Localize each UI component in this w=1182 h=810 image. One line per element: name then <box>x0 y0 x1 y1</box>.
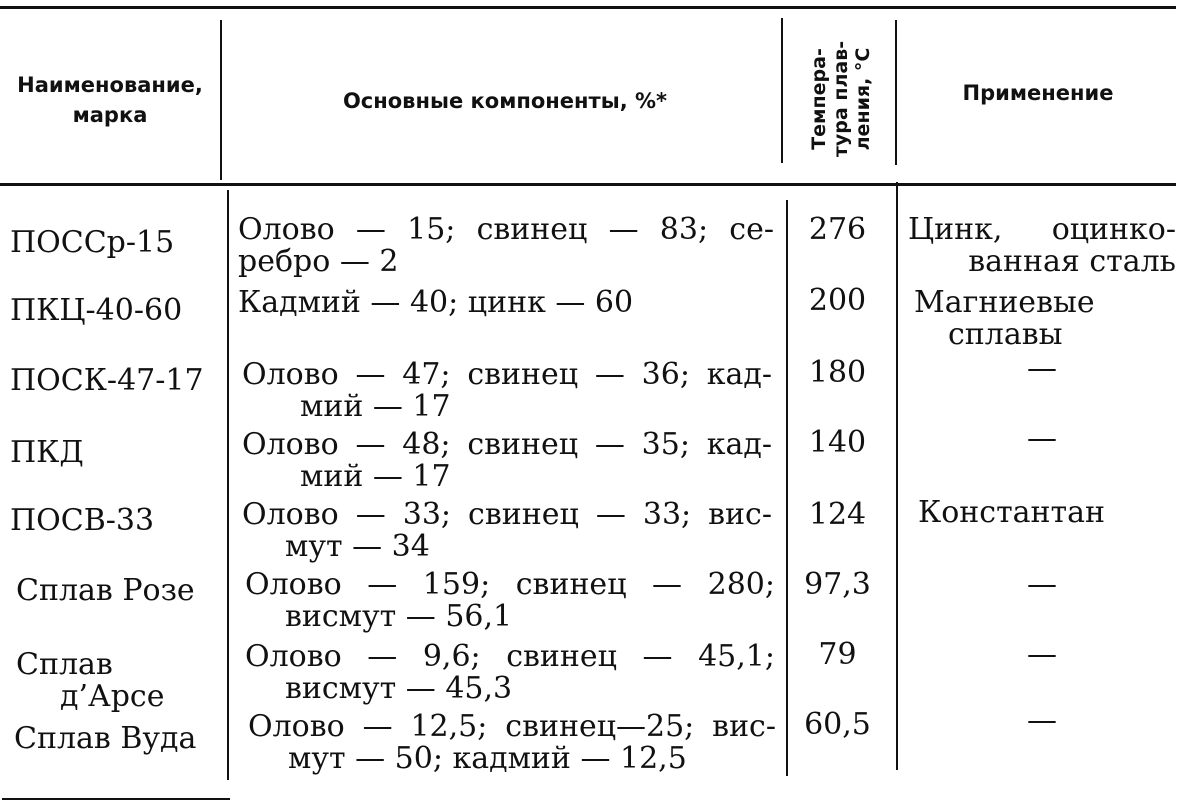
row-1-name: ПОССр-15 <box>10 225 175 260</box>
row-6-temperature: 97,3 <box>804 567 871 602</box>
row-6-application: — <box>1027 567 1057 602</box>
header-application: Применение <box>962 81 1114 105</box>
header-components: Основные компоненты, %* <box>342 89 668 113</box>
row-7-temperature: 79 <box>818 637 857 672</box>
row-2-temperature: 200 <box>808 283 867 318</box>
header-temperature-line-2: тура плав- <box>830 40 852 158</box>
row-5-temperature: 124 <box>808 497 867 532</box>
header-name-line-1: Наименование, <box>17 73 203 97</box>
row-8-components-line-1: Олово — 12,5; свинец—25; вис- <box>248 709 776 744</box>
row-3-application: — <box>1027 351 1057 386</box>
row-5-components-line-2: мут — 34 <box>285 529 430 564</box>
row-2-components-line-1: Кадмий — 40; цинк — 60 <box>238 285 634 320</box>
row-4-components-line-1: Олово — 48; свинец — 35; кад- <box>242 427 772 462</box>
row-5-application: Константан <box>918 495 1106 530</box>
row-4-temperature: 140 <box>808 425 867 460</box>
row-3-components-line-2: мий — 17 <box>300 389 451 424</box>
row-4-components-line-2: мий — 17 <box>300 459 451 494</box>
header-rule <box>0 183 1176 186</box>
row-8-name: Сплав Вуда <box>14 721 197 756</box>
header-temperature <box>808 19 874 179</box>
row-4-name: ПКД <box>10 435 84 470</box>
row-5-name: ПОСВ-33 <box>10 503 155 538</box>
divider-components-temp <box>781 18 783 163</box>
divider-temp-application <box>895 20 897 165</box>
row-8-components-line-2: мут — 50; кадмий — 12,5 <box>288 741 687 776</box>
row-6-name: Сплав Розе <box>16 573 195 608</box>
row-7-components-line-2: висмут — 45,3 <box>285 671 513 706</box>
row-3-temperature: 180 <box>808 355 867 390</box>
row-3-components-line-1: Олово — 47; свинец — 36; кад- <box>242 357 772 392</box>
row-3-name: ПОСК-47-17 <box>10 363 204 398</box>
divider-temp-application-body <box>896 182 898 770</box>
row-7-application: — <box>1027 637 1057 672</box>
row-7-components-line-1: Олово — 9,6; свинец — 45,1; <box>245 639 775 674</box>
row-1-temperature: 276 <box>808 212 867 247</box>
row-1-components-line-2: ребро — 2 <box>238 244 399 279</box>
row-8-application: — <box>1027 703 1057 738</box>
row-6-components-line-1: Олово — 159; свинец — 280; <box>245 567 775 602</box>
row-7-name-line-2: д’Арсе <box>60 679 165 714</box>
row-2-name: ПКЦ-40-60 <box>10 293 183 328</box>
row-2-application-line-2: сплавы <box>948 317 1063 352</box>
row-5-components-line-1: Олово — 33; свинец — 33; вис- <box>242 497 772 532</box>
header-name-line-2: марка <box>72 103 148 127</box>
header-temperature-line-1: Темпера- <box>808 48 830 150</box>
row-2-application-line-1: Магниевые <box>914 285 1095 320</box>
row-6-components-line-2: висмут — 56,1 <box>285 599 513 634</box>
row-1-application-line-1: Цинк, оцинко- <box>908 212 1176 247</box>
row-8-temperature: 60,5 <box>804 707 871 742</box>
row-7-name-line-1: Сплав <box>16 647 113 682</box>
top-rule <box>0 6 1176 9</box>
row-4-application: — <box>1027 421 1057 456</box>
divider-name-components <box>220 20 222 180</box>
header-name <box>4 70 216 130</box>
row-1-application-line-2: ванная сталь <box>968 244 1176 279</box>
row-1-components-line-1: Олово — 15; свинец — 83; се- <box>238 212 774 247</box>
header-temperature-line-3: ления, °C <box>852 47 874 151</box>
footnote-rule <box>2 798 230 800</box>
